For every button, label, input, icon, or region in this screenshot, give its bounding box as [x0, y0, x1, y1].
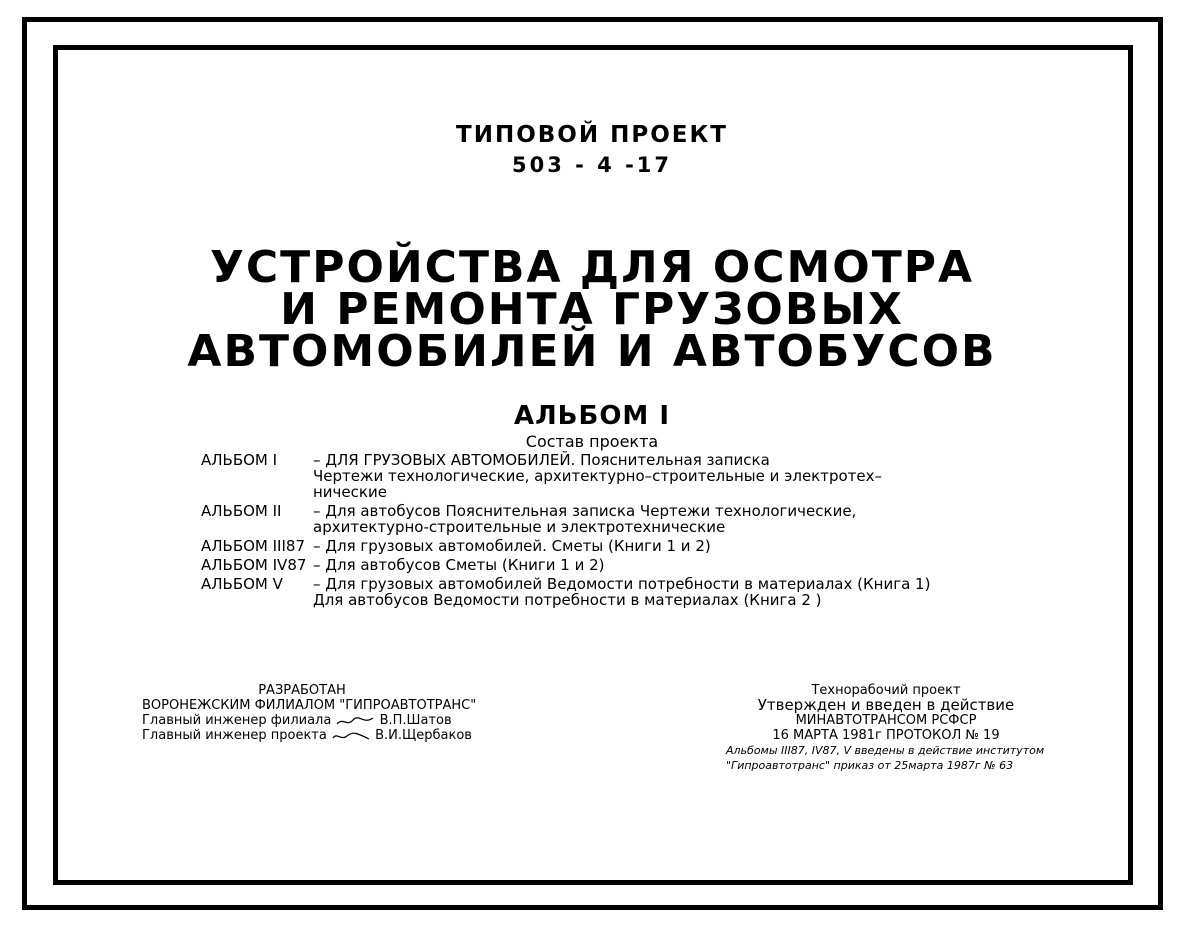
composition-heading: Состав проекта: [525, 432, 659, 451]
title-line-1: УСТРОЙСТВА ДЛЯ ОСМОТРА: [209, 242, 975, 293]
album-desc: – Для автобусов Пояснительная записка Чертежи технологические, архитектурно-строительные и электротехнические: [313, 502, 857, 536]
album-desc: – Для автобусов Сметы (Книги 1 и 2): [313, 556, 605, 574]
album-key: АЛЬБОМ I: [201, 451, 278, 469]
signature-icon: [335, 715, 375, 727]
chief-branch-label: Главный инженер филиала: [142, 713, 332, 728]
album-key: АЛЬБОМ V: [201, 575, 283, 593]
albums-list: [201, 452, 930, 611]
chief-project-line: [142, 728, 472, 743]
album-key: АЛЬБОМ IV87: [201, 556, 307, 574]
album-desc: – Для грузовых автомобилей Ведомости потребности в материалах (Книга 1) Для автобусов Ведомости потребности в материалах (Книга 2 ): [313, 575, 931, 609]
album-heading: АЛЬБОМ I: [513, 401, 671, 431]
approval-line-2: Утвержден и введен в действие: [757, 696, 1015, 714]
approval-line-4: 16 МАРТА 1981г ПРОТОКОЛ № 19: [772, 728, 1000, 743]
developer-heading: РАЗРАБОТАН: [258, 683, 346, 698]
project-number: 503 - 4 -17: [511, 153, 673, 177]
developer-org: ВОРОНЕЖСКИМ ФИЛИАЛОМ "ГИПРОАВТОТРАНС": [142, 698, 477, 713]
album-desc: – ДЛЯ ГРУЗОВЫХ АВТОМОБИЛЕЙ. Пояснительная записка Чертежи технологические, архитектурно–строительные и электротех– нические: [313, 451, 883, 501]
approval-line-3: МИНАВТОТРАНСОМ РСФСР: [795, 713, 977, 728]
type-project-label: ТИПОВОЙ ПРОЕКТ: [456, 122, 728, 148]
title-line-3: АВТОМОБИЛЕЙ И АВТОБУСОВ: [187, 326, 997, 377]
album-desc: – Для грузовых автомобилей. Сметы (Книги 1 и 2): [313, 537, 711, 555]
signature-icon: [331, 730, 371, 742]
chief-project-name: В.И.Щербаков: [375, 728, 472, 743]
approval-line-5: Альбомы III87, IV87, V введены в действие институтом: [726, 744, 1045, 757]
approval-block: [726, 683, 1046, 773]
title-line-2: И РЕМОНТА ГРУЗОВЫХ: [280, 284, 904, 335]
main-title: [0, 242, 1184, 377]
approval-line-6: "Гипроавтотранс" приказ от 25марта 1987г № 63: [726, 759, 1014, 772]
list-item: [201, 503, 930, 535]
album-key: АЛЬБОМ III87: [201, 537, 305, 555]
chief-branch-line: [142, 713, 462, 728]
developer-block: [142, 683, 477, 743]
list-item: [201, 538, 930, 554]
list-item: [201, 452, 930, 500]
list-item: [201, 576, 930, 608]
approval-line-1: Технорабочий проект: [811, 683, 961, 698]
list-item: [201, 557, 930, 573]
chief-project-label: Главный инженер проекта: [142, 728, 327, 743]
chief-branch-name: В.П.Шатов: [379, 713, 452, 728]
album-key: АЛЬБОМ II: [201, 502, 282, 520]
